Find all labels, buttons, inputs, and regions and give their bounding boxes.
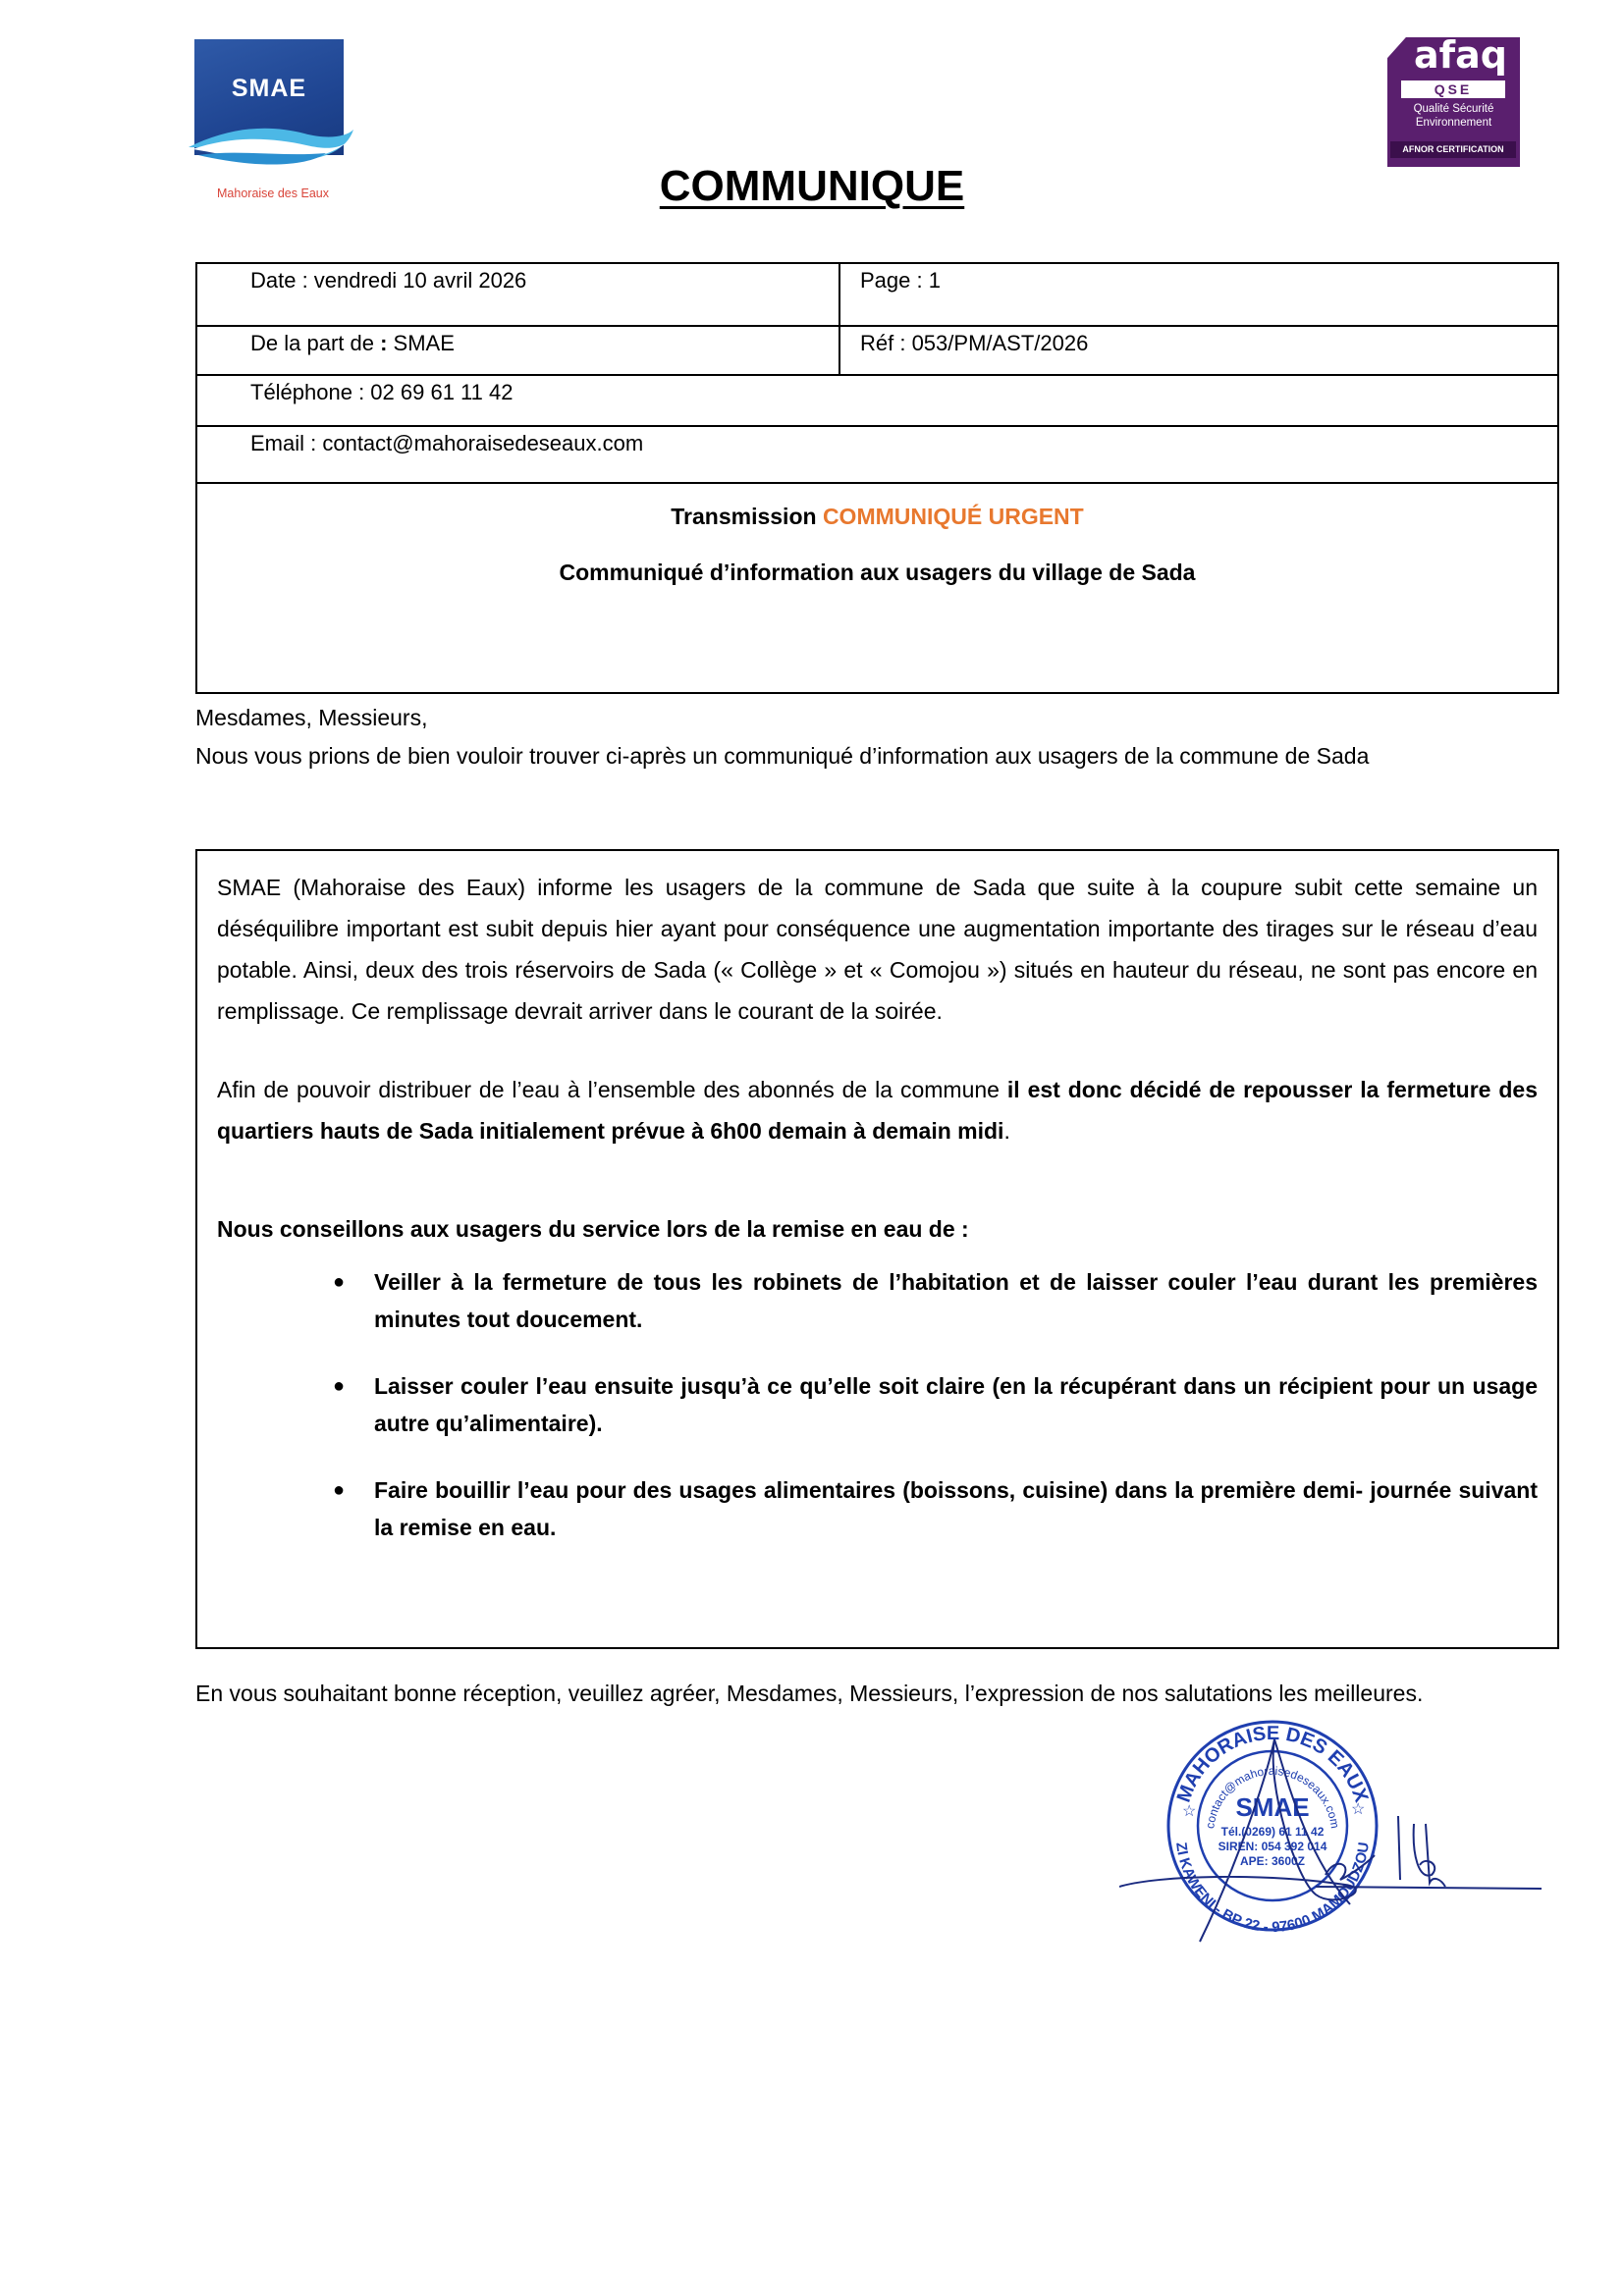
- header-row-date: [197, 264, 1557, 327]
- afaq-qse-badge: QSE: [1401, 80, 1505, 98]
- intro: [195, 699, 1559, 775]
- advice-item: [217, 1367, 1538, 1442]
- page-title: COMMUNIQUE: [659, 162, 965, 210]
- salutation: Mesdames, Messieurs,: [195, 705, 428, 730]
- from-label: De la part de: [250, 331, 381, 355]
- stamp-center-name: SMAE: [1235, 1792, 1310, 1822]
- message-paragraph-1: SMAE (Mahoraise des Eaux) informe les usagers de la commune de Sada que suite à la coupure subit cette semaine un déséquilibre important est subit depuis hier ayant pour conséquence une augmentation importante des tirages sur le réseau d’eau potable. Ainsi, deux des trois réservoirs de Sada (« Collège » et « Comojou ») situés en hauteur du réseau, ne sont pas encore en remplissage. Ce remplissage devrait arriver dans le courant de la soirée.: [217, 875, 1538, 1024]
- page-cell: Page : 1: [860, 268, 941, 293]
- transmission-line: [197, 504, 1557, 530]
- urgent-label: COMMUNIQUÉ URGENT: [822, 504, 1084, 529]
- afaq-tagline-line2: Environnement: [1415, 117, 1492, 129]
- paragraph-2-text: Afin de pouvoir distribuer de l’eau à l’ensemble des abonnés de la commune: [217, 1077, 1007, 1102]
- ref-cell: Réf : 053/PM/AST/2026: [860, 331, 1089, 355]
- stamp-outer-top-text: MAHORAISE DES EAUX: [1172, 1722, 1373, 1805]
- afaq-logo: [1387, 33, 1520, 167]
- date-cell: Date : vendredi 10 avril 2026: [197, 264, 840, 325]
- intro-text: Nous vous prions de bien vouloir trouver ci-après un communiqué d’information aux usagers de la commune de Sada: [195, 743, 1370, 769]
- stamp-tel: Tél.(0269) 61 11 42: [1220, 1825, 1325, 1839]
- header-row-from: [197, 327, 1557, 376]
- advice-item: [217, 1471, 1538, 1546]
- header-table: [195, 262, 1559, 694]
- paragraph-2-end: .: [1003, 1118, 1010, 1144]
- smae-logo-subtitle: Mahoraise des Eaux: [217, 187, 329, 200]
- stamp-siren: SIREN: 054 392 014: [1218, 1840, 1327, 1853]
- transmission-cell: [197, 504, 1557, 692]
- afaq-tagline: [1391, 102, 1516, 130]
- advice-item-text: Faire bouillir l’eau pour des usages alimentaires (boissons, cuisine) dans la première demi- journée suivant la remise en eau.: [374, 1477, 1538, 1540]
- header-row-phone: [197, 376, 1557, 427]
- phone-cell: Téléphone : 02 69 61 11 42: [250, 380, 514, 404]
- advice-list: [217, 1263, 1538, 1546]
- advice-item: [217, 1263, 1538, 1338]
- afaq-tagline-line1: Qualité Sécurité: [1413, 103, 1494, 115]
- advice-heading: Nous conseillons aux usagers du service lors de la remise en eau de :: [217, 1216, 969, 1242]
- advice-item-text: Veiller à la fermeture de tous les robinets de l’habitation et de laisser couler l’eau durant les premières minutes tout doucement.: [374, 1269, 1538, 1332]
- bullet-icon: ●: [333, 1479, 346, 1501]
- from-colon: :: [380, 331, 394, 355]
- transmission-prefix: Transmission: [671, 504, 823, 529]
- stamp-ape: APE: 3600Z: [1239, 1854, 1306, 1868]
- company-stamp-signature: [1119, 1718, 1571, 1973]
- email-cell: Email : contact@mahoraisedeseaux.com: [250, 431, 644, 455]
- closing-text: En vous souhaitant bonne réception, veuillez agréer, Mesdames, Messieurs, l’expression de nos salutations les meilleures.: [195, 1681, 1424, 1706]
- bullet-icon: ●: [333, 1271, 346, 1293]
- subject-line: Communiqué d’information aux usagers du village de Sada: [559, 560, 1196, 585]
- header-row-email: [197, 427, 1557, 484]
- afaq-logo-text: afaq: [1413, 33, 1508, 77]
- star-icon: ☆: [1351, 1801, 1366, 1818]
- message-box: [195, 849, 1559, 1649]
- bullet-icon: ●: [333, 1375, 346, 1397]
- message-paragraph-2: [217, 1069, 1538, 1151]
- from-cell: [197, 327, 840, 374]
- stamp-inner-text: contact@mahoraisedeseaux.com: [1203, 1763, 1342, 1830]
- from-value: SMAE: [393, 331, 455, 355]
- star-icon: ☆: [1182, 1803, 1197, 1820]
- afaq-certification-label: AFNOR CERTIFICATION: [1390, 141, 1516, 158]
- advice-item-text: Laisser couler l’eau ensuite jusqu’à ce qu’elle soit claire (en la récupérant dans un récipient pour un usage autre qu’alimentaire).: [374, 1373, 1538, 1436]
- stamp-outer-bottom-text: ZI KAWENI - BP 22 - 97600 MAMOUDZOU: [1172, 1841, 1373, 1937]
- smae-logo-text: SMAE: [231, 75, 307, 102]
- paragraph-2-decision: il est donc décidé de repousser la fermeture des quartiers hauts de Sada initialement prévue à 6h00 demain à demain midi: [217, 1077, 1538, 1144]
